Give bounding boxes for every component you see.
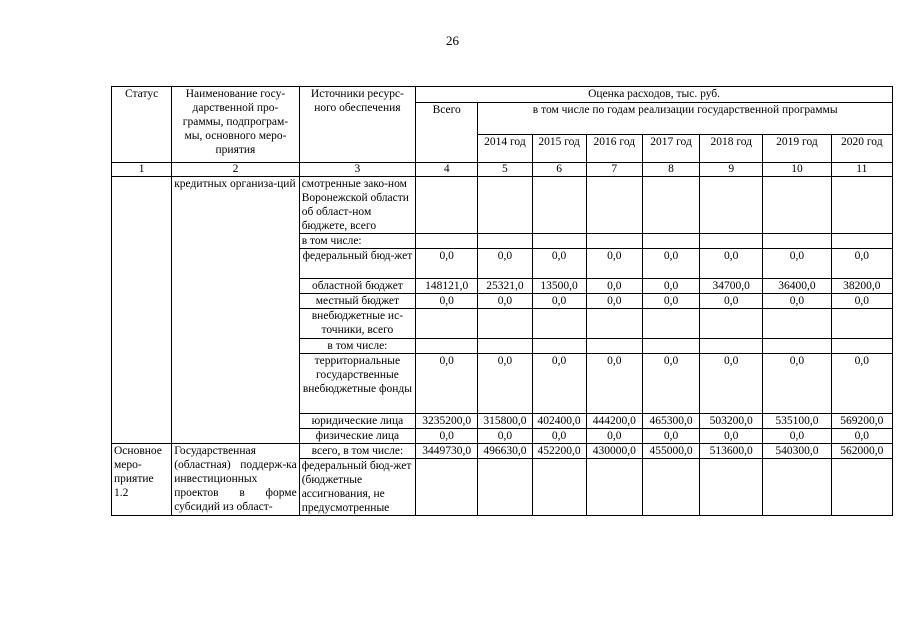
value-cell: 540300,0 bbox=[763, 444, 831, 459]
value-cell bbox=[642, 339, 699, 354]
header-name: Наименование госу-дарственной про-граммы, подпрограм-мы, основного меро-приятия bbox=[172, 87, 299, 163]
value-cell bbox=[586, 309, 642, 339]
value-cell: 430000,0 bbox=[586, 444, 642, 459]
value-cell: 402400,0 bbox=[532, 414, 586, 429]
value-cell bbox=[416, 459, 478, 516]
value-cell: 465300,0 bbox=[642, 414, 699, 429]
value-cell: 496630,0 bbox=[478, 444, 532, 459]
value-cell: 0,0 bbox=[763, 294, 831, 309]
value-cell bbox=[416, 339, 478, 354]
value-cell bbox=[586, 177, 642, 234]
value-cell bbox=[586, 234, 642, 249]
value-cell: 0,0 bbox=[763, 354, 831, 414]
value-cell: 452200,0 bbox=[532, 444, 586, 459]
value-cell: 36400,0 bbox=[763, 279, 831, 294]
value-cell: 513600,0 bbox=[700, 444, 763, 459]
source-cell: смотренные зако-ном Воронежской области об област-ном бюджете, всего bbox=[299, 177, 415, 234]
source-cell: в том числе: bbox=[299, 339, 415, 354]
value-cell: 0,0 bbox=[416, 294, 478, 309]
value-cell bbox=[831, 339, 892, 354]
value-cell bbox=[586, 339, 642, 354]
header-year: 2019 год bbox=[763, 135, 831, 163]
value-cell: 0,0 bbox=[831, 429, 892, 444]
value-cell bbox=[831, 177, 892, 234]
header-status: Статус bbox=[112, 87, 172, 163]
column-number: 7 bbox=[586, 163, 642, 177]
value-cell: 503200,0 bbox=[700, 414, 763, 429]
value-cell bbox=[478, 177, 532, 234]
value-cell: 0,0 bbox=[763, 429, 831, 444]
value-cell: 34700,0 bbox=[700, 279, 763, 294]
column-number: 1 bbox=[112, 163, 172, 177]
value-cell: 13500,0 bbox=[532, 279, 586, 294]
header-year: 2018 год bbox=[700, 135, 763, 163]
value-cell: 0,0 bbox=[586, 279, 642, 294]
value-cell bbox=[763, 309, 831, 339]
value-cell bbox=[478, 459, 532, 516]
table-row bbox=[112, 444, 893, 459]
value-cell bbox=[532, 459, 586, 516]
value-cell bbox=[586, 459, 642, 516]
source-cell: территориальные государственные внебюджетные фонды bbox=[299, 354, 415, 414]
value-cell: 0,0 bbox=[642, 354, 699, 414]
value-cell: 0,0 bbox=[831, 294, 892, 309]
column-number: 10 bbox=[763, 163, 831, 177]
column-number: 11 bbox=[831, 163, 892, 177]
header-total: Всего bbox=[416, 103, 478, 163]
value-cell: 0,0 bbox=[416, 354, 478, 414]
value-cell bbox=[642, 459, 699, 516]
value-cell bbox=[532, 234, 586, 249]
header-estimate: Оценка расходов, тыс. руб. bbox=[416, 87, 893, 103]
value-cell bbox=[416, 177, 478, 234]
source-cell: областной бюджет bbox=[299, 279, 415, 294]
value-cell: 0,0 bbox=[700, 429, 763, 444]
value-cell bbox=[478, 339, 532, 354]
value-cell bbox=[416, 309, 478, 339]
value-cell: 0,0 bbox=[586, 294, 642, 309]
header-year: 2017 год bbox=[642, 135, 699, 163]
name-cell: кредитных организа-ций bbox=[172, 177, 299, 444]
value-cell: 0,0 bbox=[586, 354, 642, 414]
source-cell: внебюджетные ис-точники, всего bbox=[299, 309, 415, 339]
value-cell bbox=[642, 177, 699, 234]
header-by-years: в том числе по годам реализации государственной программы bbox=[478, 103, 893, 135]
value-cell bbox=[532, 309, 586, 339]
column-number: 5 bbox=[478, 163, 532, 177]
value-cell: 0,0 bbox=[700, 354, 763, 414]
value-cell: 0,0 bbox=[416, 429, 478, 444]
value-cell: 0,0 bbox=[763, 249, 831, 279]
value-cell: 0,0 bbox=[532, 354, 586, 414]
value-cell bbox=[763, 339, 831, 354]
value-cell: 25321,0 bbox=[478, 279, 532, 294]
value-cell bbox=[763, 234, 831, 249]
table-row bbox=[112, 177, 893, 234]
expense-table bbox=[111, 86, 893, 516]
value-cell: 0,0 bbox=[586, 429, 642, 444]
value-cell bbox=[700, 339, 763, 354]
value-cell bbox=[700, 234, 763, 249]
source-cell: юридические лица bbox=[299, 414, 415, 429]
value-cell: 0,0 bbox=[586, 249, 642, 279]
value-cell: 569200,0 bbox=[831, 414, 892, 429]
header-year: 2016 год bbox=[586, 135, 642, 163]
value-cell bbox=[763, 459, 831, 516]
value-cell: 0,0 bbox=[478, 249, 532, 279]
column-number: 8 bbox=[642, 163, 699, 177]
value-cell: 315800,0 bbox=[478, 414, 532, 429]
value-cell: 0,0 bbox=[478, 429, 532, 444]
value-cell: 3449730,0 bbox=[416, 444, 478, 459]
value-cell: 3235200,0 bbox=[416, 414, 478, 429]
value-cell: 0,0 bbox=[831, 249, 892, 279]
value-cell bbox=[700, 177, 763, 234]
value-cell bbox=[831, 459, 892, 516]
source-cell: физические лица bbox=[299, 429, 415, 444]
status-cell bbox=[112, 177, 172, 444]
value-cell: 0,0 bbox=[478, 354, 532, 414]
value-cell: 0,0 bbox=[532, 249, 586, 279]
value-cell: 148121,0 bbox=[416, 279, 478, 294]
value-cell: 0,0 bbox=[478, 294, 532, 309]
value-cell: 0,0 bbox=[700, 249, 763, 279]
value-cell bbox=[478, 234, 532, 249]
name-cell: Государственная (областная) поддерж-ка инвестиционных проектов в форме субсидий из област- bbox=[172, 444, 299, 516]
value-cell: 0,0 bbox=[532, 429, 586, 444]
value-cell bbox=[763, 177, 831, 234]
value-cell: 0,0 bbox=[642, 429, 699, 444]
header-sources: Источники ресурс-ного обеспечения bbox=[299, 87, 415, 163]
value-cell: 0,0 bbox=[700, 294, 763, 309]
value-cell bbox=[478, 309, 532, 339]
value-cell: 562000,0 bbox=[831, 444, 892, 459]
value-cell: 0,0 bbox=[532, 294, 586, 309]
value-cell: 0,0 bbox=[642, 249, 699, 279]
value-cell bbox=[642, 234, 699, 249]
value-cell: 0,0 bbox=[831, 354, 892, 414]
column-number: 3 bbox=[299, 163, 415, 177]
value-cell: 455000,0 bbox=[642, 444, 699, 459]
source-cell: всего, в том числе: bbox=[299, 444, 415, 459]
page-number: 26 bbox=[446, 33, 459, 48]
header-year: 2014 год bbox=[478, 135, 532, 163]
status-cell: Основное меро-приятие 1.2 bbox=[112, 444, 172, 516]
column-number: 4 bbox=[416, 163, 478, 177]
source-cell: в том числе: bbox=[299, 234, 415, 249]
column-number: 9 bbox=[700, 163, 763, 177]
value-cell: 444200,0 bbox=[586, 414, 642, 429]
value-cell bbox=[532, 177, 586, 234]
header-year: 2015 год bbox=[532, 135, 586, 163]
value-cell bbox=[416, 234, 478, 249]
value-cell bbox=[700, 309, 763, 339]
column-number: 6 bbox=[532, 163, 586, 177]
value-cell: 0,0 bbox=[642, 294, 699, 309]
source-cell: федеральный бюд-жет (бюджетные ассигнования, не предусмотренные bbox=[299, 459, 415, 516]
column-number: 2 bbox=[172, 163, 299, 177]
header-year: 2020 год bbox=[831, 135, 892, 163]
value-cell: 0,0 bbox=[642, 279, 699, 294]
value-cell bbox=[642, 309, 699, 339]
value-cell bbox=[831, 234, 892, 249]
value-cell: 535100,0 bbox=[763, 414, 831, 429]
value-cell: 38200,0 bbox=[831, 279, 892, 294]
value-cell: 0,0 bbox=[416, 249, 478, 279]
value-cell bbox=[831, 309, 892, 339]
value-cell bbox=[532, 339, 586, 354]
source-cell: федеральный бюд-жет bbox=[299, 249, 415, 279]
source-cell: местный бюджет bbox=[299, 294, 415, 309]
value-cell bbox=[700, 459, 763, 516]
